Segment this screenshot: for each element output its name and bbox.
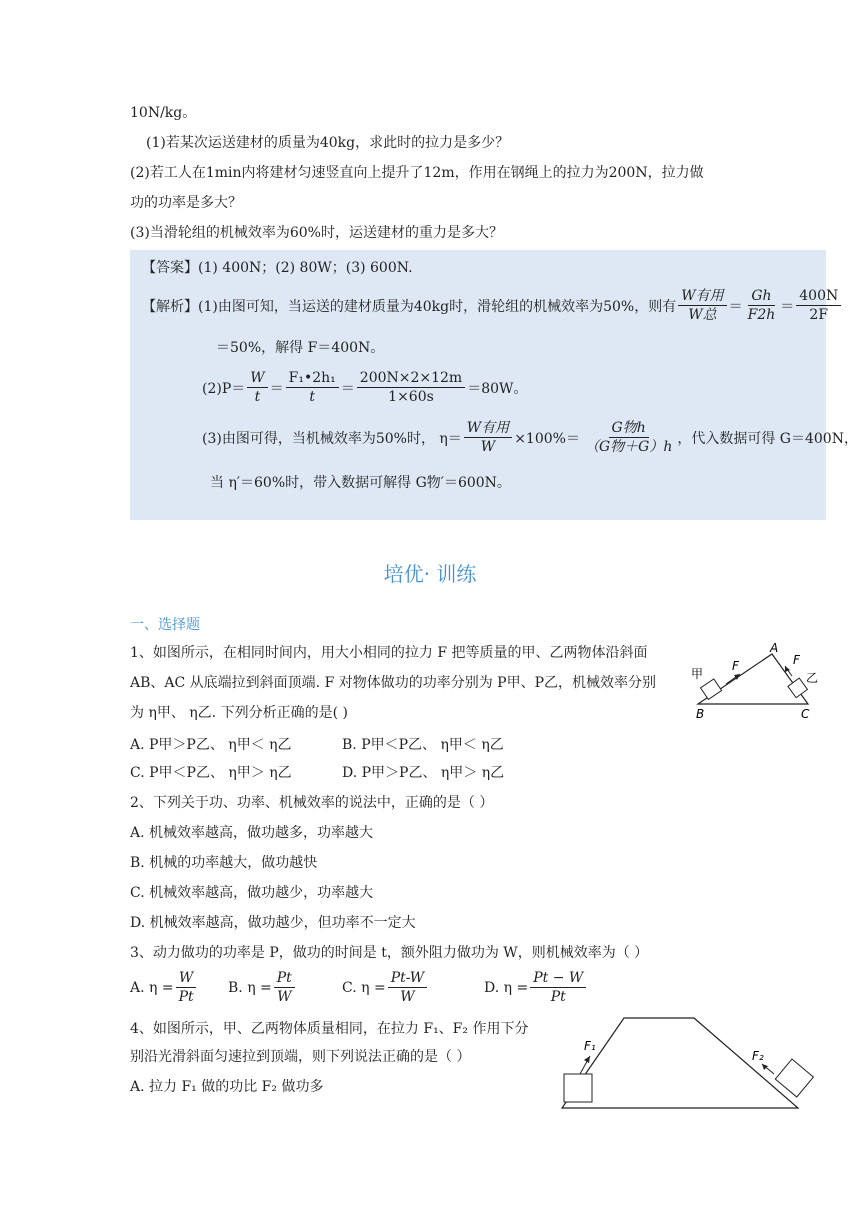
fraction: $\frac{400N}{2F}$ bbox=[796, 288, 841, 323]
fraction: $\frac{Pt-W}{W}$ bbox=[388, 970, 427, 1005]
q3-option-c: C. η = $\frac{Pt-W}{W}$ bbox=[342, 970, 429, 1005]
q2-option-a: A. 机械效率越高，做功越多，功率越大 bbox=[130, 825, 374, 841]
text-line: 10N/kg。 bbox=[130, 105, 197, 121]
trapezoid-incline bbox=[562, 1018, 798, 1108]
fraction: $\frac{\text{W有用}}{W}$ bbox=[464, 420, 512, 455]
q3-option-b: B. η = $\frac{Pt}{W}$ bbox=[228, 970, 297, 1005]
fraction: $\frac{\text{G物h}}{\text{（G物＋G）h}}$ bbox=[584, 420, 673, 455]
q1-option-a: A. P甲＞P乙、 η甲＜ η乙 bbox=[130, 737, 292, 753]
q1-stem-1: 1、如图所示，在相同时间内，用大小相同的拉力 F 把等质量的甲、乙两物体沿斜面 bbox=[130, 645, 648, 661]
explanation-line-3: (3)由图可得，当机械效率为50%时， η＝ $\frac{\text{W有用}}{W}$ ×100%＝ $\frac{\text{G物h}}{\text{（G物＋G）h}}$ ，代入数据可得 G＝400N， bbox=[202, 420, 858, 455]
explanation-line-1: 【解析】(1)由图可知，当运送的建材质量为40kg时，滑轮组的机械效率为50%，则有 $\frac{\text{W有用}}{\text{W总}}$ ＝ $\frac{Gh}{F2h}$ ＝ $\frac{400N}{2F}$ bbox=[142, 288, 843, 323]
q1-option-d: D. P甲＞P乙、 η甲＞ η乙 bbox=[342, 765, 505, 781]
fraction: $\frac{Gh}{F2h}$ bbox=[747, 288, 776, 323]
section-title: 培优· 训练 bbox=[383, 562, 477, 586]
q4-option-a: A. 拉力 F₁ 做的功比 F₂ 做功多 bbox=[130, 1079, 324, 1095]
triangle-incline bbox=[698, 654, 808, 704]
q2-option-c: C. 机械效率越高，做功越少，功率越大 bbox=[130, 885, 374, 901]
label-yi: 乙 bbox=[806, 671, 819, 685]
label-f-jia: F bbox=[732, 659, 739, 673]
question-part-2: (2)若工人在1min内将建材匀速竖直向上提升了12m，作用在钢绳上的拉力为200N，拉力做 bbox=[130, 165, 704, 181]
incline-figure-1 bbox=[688, 642, 820, 724]
q3-option-a: A. η = $\frac{W}{Pt}$ bbox=[130, 970, 199, 1005]
fraction: $\frac{W}{Pt}$ bbox=[176, 970, 197, 1005]
q4-stem-2: 别沿光滑斜面匀速拉到顶端，则下列说法正确的是（ ） bbox=[130, 1049, 471, 1065]
question-part-2-cont: 功的功率是多大？ bbox=[130, 195, 242, 211]
block-jia bbox=[701, 679, 722, 700]
label-f1: F₁ bbox=[584, 1039, 596, 1053]
q3-stem: 3、动力做功的功率是 P，做功的时间是 t，额外阻力做功为 W，则机械效率为（ ） bbox=[130, 945, 649, 961]
label-c: C bbox=[801, 707, 810, 721]
q3-option-d: D. η = $\frac{Pt - W}{Pt}$ bbox=[484, 970, 588, 1005]
fraction: $\frac{\text{F₁•2h₁}}{t}$ bbox=[286, 370, 339, 405]
q1-option-b: B. P甲＜P乙、 η甲＜ η乙 bbox=[342, 737, 504, 753]
answer-line: 【答案】(1) 400N；(2) 80W；(3) 600N. bbox=[142, 260, 413, 276]
question-part-3: (3)当滑轮组的机械效率为60%时，运送建材的重力是多大？ bbox=[130, 225, 503, 241]
fraction: $\frac{200N\times 2\times 12m}{1\times 60s}$ bbox=[357, 370, 465, 405]
fraction: $\frac{Pt}{W}$ bbox=[274, 970, 295, 1005]
explanation-line-4: 当 η′＝60%时，带入数据可解得 G物′＝600N。 bbox=[210, 475, 511, 491]
q2-stem: 2、下列关于功、功率、机械效率的说法中，正确的是（ ） bbox=[130, 795, 494, 811]
fraction: $\frac{\text{W有用}}{\text{W总}}$ bbox=[678, 288, 726, 323]
label-f2: F₂ bbox=[752, 1049, 764, 1063]
section-subtitle: 一、选择题 bbox=[130, 617, 200, 633]
q1-option-c: C. P甲＜P乙、 η甲＞ η乙 bbox=[130, 765, 292, 781]
block-left bbox=[564, 1074, 592, 1102]
q2-option-d: D. 机械效率越高，做功越少，但功率不一定大 bbox=[130, 915, 416, 931]
block-right bbox=[775, 1059, 813, 1097]
fraction: $\frac{W}{t}$ bbox=[247, 370, 267, 405]
q4-stem-1: 4、如图所示，甲、乙两物体质量相同，在拉力 F₁、F₂ 作用下分 bbox=[130, 1021, 529, 1037]
explanation-line-1b: ＝50%，解得 F＝400N。 bbox=[216, 340, 385, 356]
label-jia: 甲 bbox=[691, 667, 704, 681]
explanation-text: 【解析】(1)由图可知，当运送的建材质量为40kg时，滑轮组的机械效率为50%，则有 bbox=[142, 298, 677, 315]
label-a: A bbox=[770, 642, 779, 655]
q1-stem-2: AB、AC 从底端拉到斜面顶端. F 对物体做功的功率分别为 P甲、P乙，机械效率分别 bbox=[130, 675, 657, 691]
label-b: B bbox=[696, 707, 705, 721]
label-f-yi: F bbox=[793, 653, 800, 667]
explanation-line-2: (2)P＝ $\frac{W}{t}$ ＝ $\frac{\text{F₁•2h₁}}{t}$ ＝ $\frac{200N\times 2\times 12m}{1\times 60s}$ ＝80W。 bbox=[202, 370, 528, 405]
question-part-1: (1)若某次运送建材的质量为40kg，求此时的拉力是多少？ bbox=[146, 135, 510, 151]
fraction: $\frac{Pt - W}{Pt}$ bbox=[530, 970, 586, 1005]
q1-stem-3: 为 η甲、 η乙. 下列分析正确的是( ) bbox=[130, 705, 348, 721]
incline-figure-4 bbox=[556, 1012, 826, 1114]
q2-option-b: B. 机械的功率越大，做功越快 bbox=[130, 855, 318, 871]
